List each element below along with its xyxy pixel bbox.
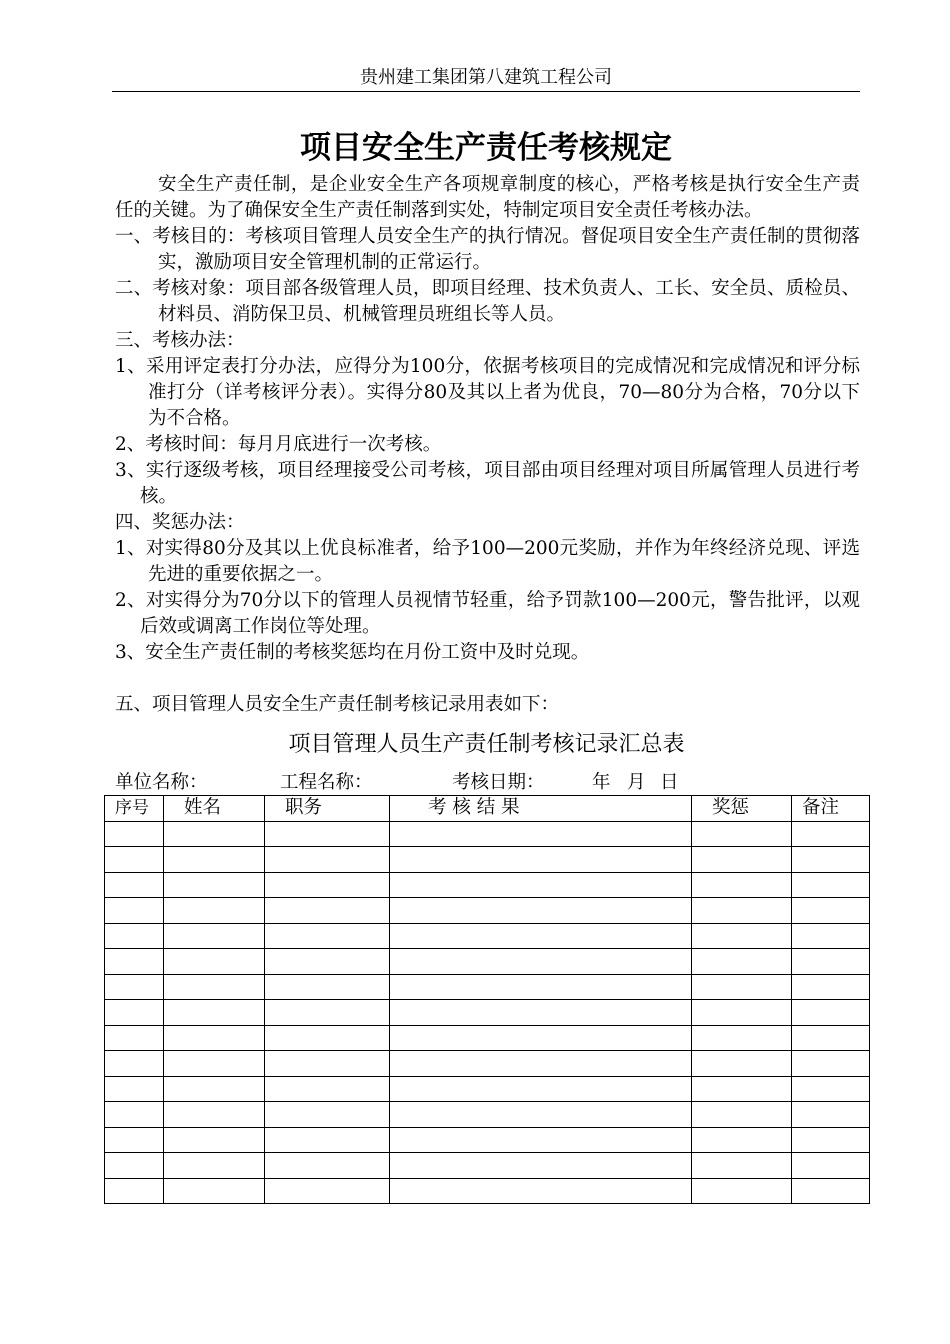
table-cell [164,821,265,847]
table-cell [105,923,164,949]
table-cell [390,847,692,873]
table-cell [390,821,692,847]
table-cell [390,1178,692,1204]
date-month: 月 [627,772,646,793]
table-cell [164,898,265,924]
table-cell [792,1178,870,1204]
table-cell [105,847,164,873]
table-row [105,923,870,949]
table-cell [164,923,265,949]
table-cell [390,1025,692,1051]
table-header-row [105,796,870,822]
table-cell [390,974,692,1000]
table-cell [792,974,870,1000]
table-cell [792,923,870,949]
col-header-position: 职务 [265,796,390,822]
table-cell [390,872,692,898]
table-cell [692,923,792,949]
table-cell [164,1102,265,1128]
table-cell [792,847,870,873]
page-title: 项目安全生产责任考核规定 [300,130,672,166]
table-cell [692,847,792,873]
table-cell [265,872,390,898]
table-cell [792,898,870,924]
col-header-name: 姓名 [164,796,265,822]
table-cell [390,1051,692,1077]
table-cell [692,1000,792,1026]
table-body [105,821,870,1204]
table-cell [792,1076,870,1102]
table-cell [105,1102,164,1128]
table-cell [390,1000,692,1026]
table-cell [792,1051,870,1077]
company-header: 贵州建工集团第八建筑工程公司 [360,67,612,88]
table-cell [105,1178,164,1204]
table-cell [792,1153,870,1179]
table-cell [105,1025,164,1051]
form-meta-line [115,770,860,796]
table-cell [265,821,390,847]
table-cell [692,821,792,847]
table-cell [792,872,870,898]
table-cell [265,1000,390,1026]
table-cell [105,1000,164,1026]
table-row [105,872,870,898]
table-cell [692,1051,792,1077]
table-cell [792,1025,870,1051]
section-reward-heading: 四、奖惩办法： [115,512,245,533]
table-cell [164,1076,265,1102]
table-cell [390,1102,692,1128]
table-cell [390,1127,692,1153]
table-cell [692,1025,792,1051]
table-cell [164,974,265,1000]
table-cell [792,1000,870,1026]
table-row [105,1000,870,1026]
table-cell [692,1102,792,1128]
reward-item-2: 2、对实得分为70分以下的管理人员视情节轻重，给予罚款100—200元，警告批评，以观后效或调离工作岗位等处理。 [115,590,860,637]
col-header-remark: 备注 [792,796,870,822]
method-item-3: 3、实行逐级考核，项目经理接受公司考核，项目部由项目经理对项目所属管理人员进行考核。 [115,460,860,507]
table-cell [390,923,692,949]
table-row [105,1102,870,1128]
record-table [104,795,870,1204]
table-cell [105,872,164,898]
unit-name-label: 单位名称： [115,772,208,793]
reward-item-1: 1、对实得80分及其以上优良标准者，给予100—200元奖励，并作为年终经济兑现、评选先进的重要依据之一。 [115,538,860,585]
table-cell [265,1178,390,1204]
table-row [105,949,870,975]
table-cell [105,949,164,975]
table-cell [265,1102,390,1128]
date-day: 日 [660,772,679,793]
table-cell [105,1127,164,1153]
table-cell [792,1127,870,1153]
header-divider [112,91,860,92]
table-cell [164,1051,265,1077]
date-year: 年 [592,772,611,793]
intro-paragraph: 安全生产责任制，是企业安全生产各项规章制度的核心，严格考核是执行安全生产责任的关键。为了确保安全生产责任制落到实处，特制定项目安全责任考核办法。 [115,174,860,221]
table-cell [265,923,390,949]
table-cell [265,1051,390,1077]
table-cell [164,1127,265,1153]
table-cell [164,1000,265,1026]
table-row [105,1127,870,1153]
table-row [105,1076,870,1102]
table-cell [265,949,390,975]
section-method-heading: 三、考核办法： [115,330,245,351]
table-row [105,1178,870,1204]
col-header-reward: 奖惩 [692,796,792,822]
table-cell [265,847,390,873]
method-item-1: 1、采用评定表打分办法，应得分为100分，依据考核项目的完成情况和完成情况和评分标准打分（详考核评分表）。实得分80及其以上者为优良，70—80分为合格，70分以下为不合格。 [115,356,860,429]
table-cell [164,1178,265,1204]
table-cell [105,1153,164,1179]
table-cell [265,974,390,1000]
table-cell [692,872,792,898]
table-cell [164,1153,265,1179]
table-cell [792,949,870,975]
table-row [105,847,870,873]
method-item-2: 2、考核时间：每月月底进行一次考核。 [115,434,442,455]
table-row [105,1153,870,1179]
table-cell [692,1127,792,1153]
table-cell [105,1051,164,1077]
exam-date-label: 考核日期： [452,772,545,793]
section-record-heading: 五、项目管理人员安全生产责任制考核记录用表如下： [115,694,560,715]
table-row [105,821,870,847]
table-cell [164,872,265,898]
table-row [105,974,870,1000]
table-cell [692,1153,792,1179]
table-cell [164,1025,265,1051]
table-cell [265,1127,390,1153]
table-cell [164,949,265,975]
table-cell [105,821,164,847]
table-cell [105,898,164,924]
table-cell [105,1076,164,1102]
table-cell [692,949,792,975]
table-cell [265,1076,390,1102]
table-cell [164,847,265,873]
section-targets: 二、考核对象：项目部各级管理人员，即项目经理、技术负责人、工长、安全员、质检员、材料员、消防保卫员、机械管理员班组长等人员。 [115,278,860,325]
table-cell [792,1102,870,1128]
table-cell [265,1025,390,1051]
table-row [105,1025,870,1051]
spacer [115,666,860,692]
table-cell [390,1076,692,1102]
table-cell [105,974,164,1000]
table-cell [692,898,792,924]
table-row [105,898,870,924]
table-cell [390,1153,692,1179]
table-row [105,1051,870,1077]
table-cell [265,898,390,924]
col-header-result: 考 核 结 果 [390,796,692,822]
table-cell [390,898,692,924]
reward-item-3: 3、安全生产责任制的考核奖惩均在月份工资中及时兑现。 [115,642,590,663]
table-cell [792,821,870,847]
table-title: 项目管理人员生产责任制考核记录汇总表 [288,732,685,757]
document-body [115,172,860,718]
table-cell [265,1153,390,1179]
table-cell [390,949,692,975]
table-cell [692,1178,792,1204]
section-purpose: 一、考核目的：考核项目管理人员安全生产的执行情况。督促项目安全生产责任制的贯彻落实，激励项目安全管理机制的正常运行。 [115,226,860,273]
table-cell [692,1076,792,1102]
col-header-seq: 序号 [105,796,164,822]
project-name-label: 工程名称： [280,772,373,793]
table-cell [692,974,792,1000]
